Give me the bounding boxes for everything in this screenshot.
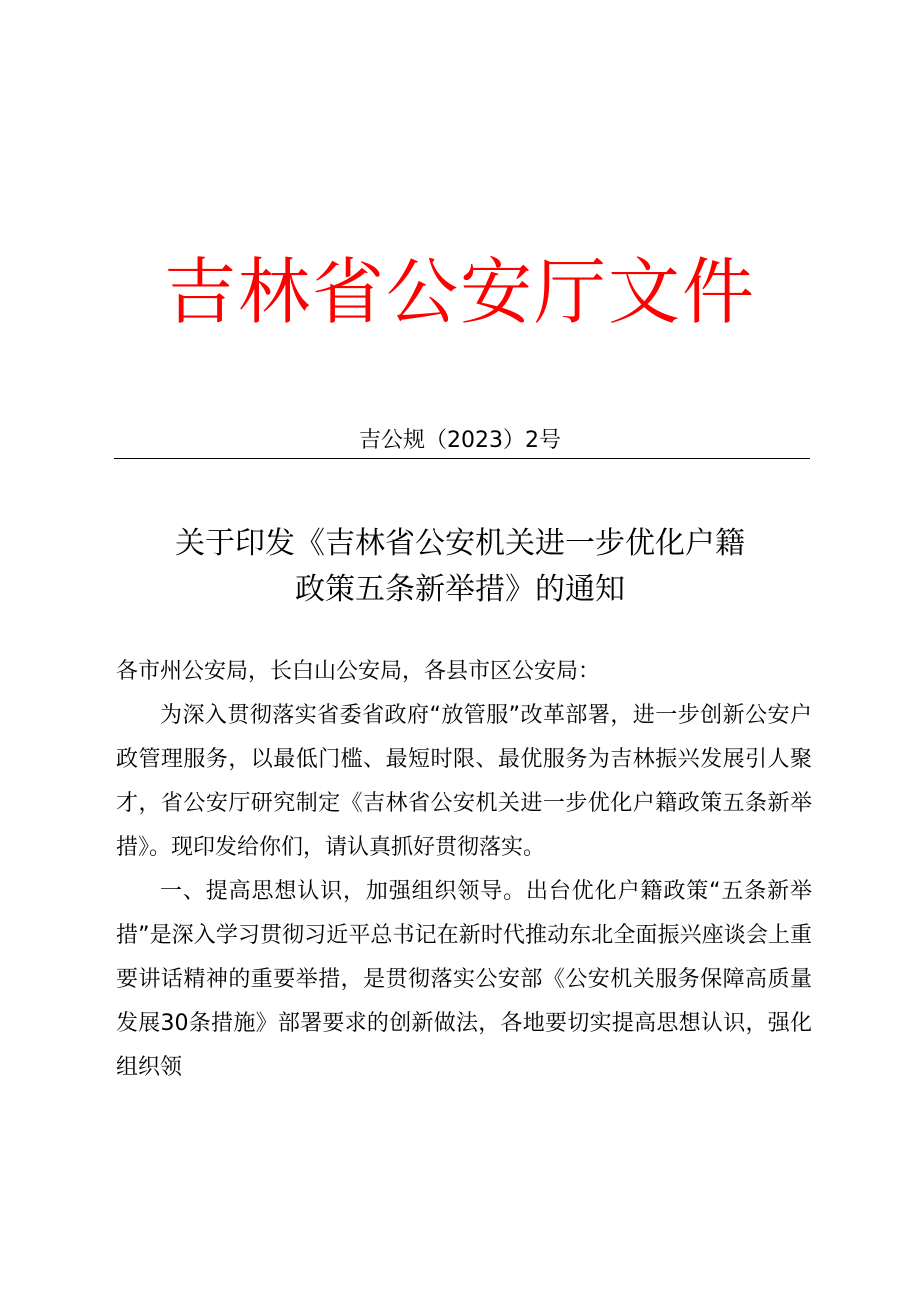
notice-title — [0, 521, 920, 613]
body-paragraph: 为深入贯彻落实省委省政府“放管服”改革部署，进一步创新公安户政管理服务，以最低门槛、最短时限、最优服务为吉林振兴发展引人聚才，省公安厅研究制定《吉林省公安机关进一步优化户籍政策五条新举措》。现印发给你们，请认真抓好贯彻落实。 — [116, 703, 812, 860]
notice-title-line-2: 政策五条新举措》的通知 — [295, 572, 625, 607]
document-header-title: 吉林省公安厅文件 — [163, 250, 756, 334]
body-paragraph: 一、提高思想认识，加强组织领导。出台优化户籍政策“五条新举措”是深入学习贯彻习近平总书记在新时代推动东北全面振兴座谈会上重要讲话精神的重要举措，是贯彻落实公安部《公安机关服务保障高质量发展30条措施》部署要求的创新做法，各地要切实提高思想认识，强化组织领 — [116, 879, 812, 1080]
salutation: 各市州公安局，长白山公安局，各县市区公安局： — [116, 659, 601, 684]
header-divider — [114, 458, 810, 459]
document-number: 吉公规（2023）2号 — [359, 428, 561, 453]
document-body — [116, 650, 812, 1090]
notice-title-line-1: 关于印发《吉林省公安机关进一步优化户籍 — [175, 526, 745, 561]
